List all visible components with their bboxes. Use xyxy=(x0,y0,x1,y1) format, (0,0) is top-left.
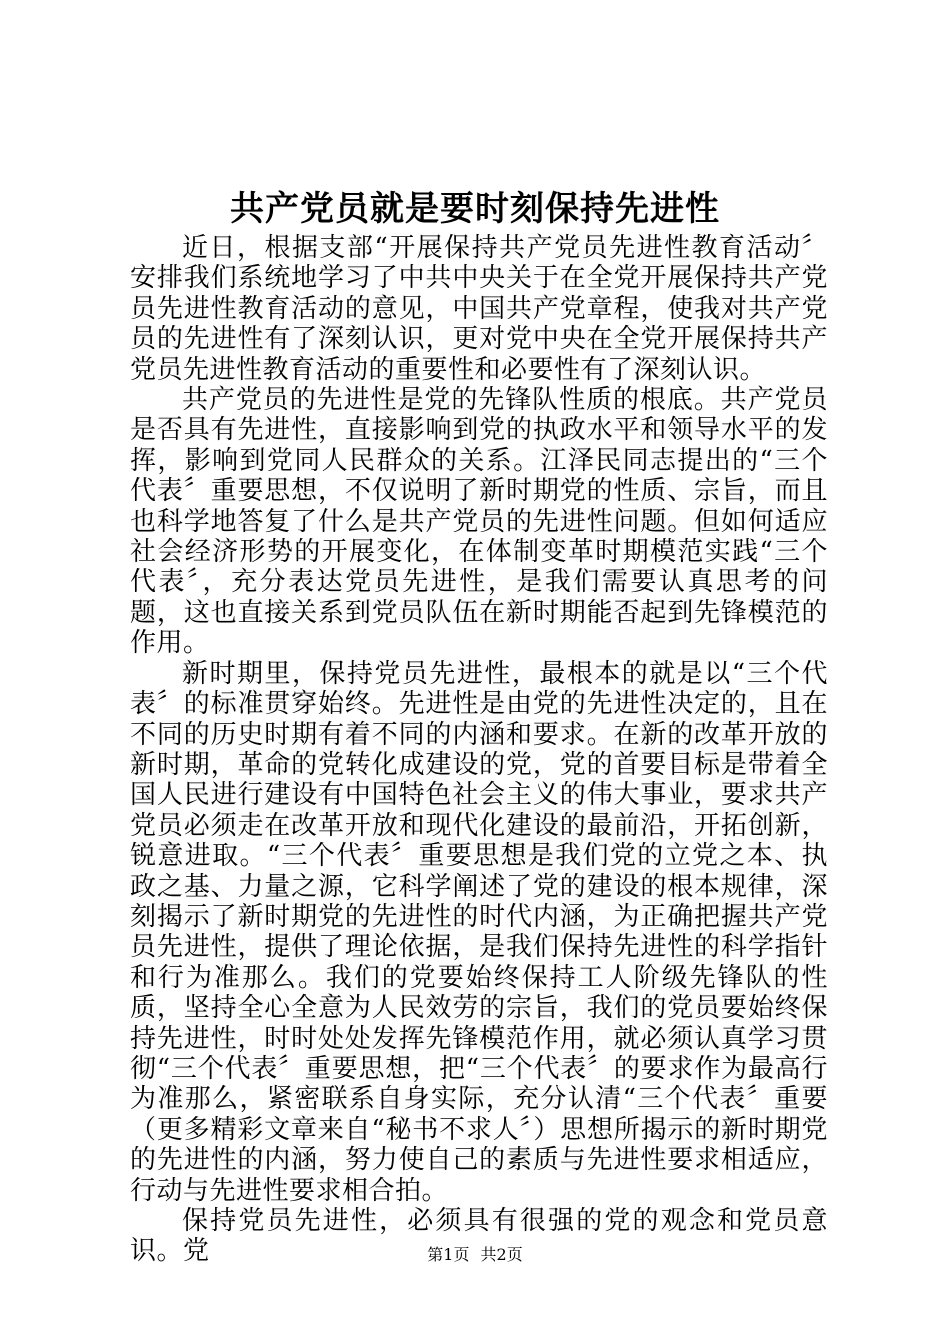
page-number: 第1页 xyxy=(427,1245,470,1264)
page-total: 共2页 xyxy=(480,1245,523,1264)
paragraph: 共产党员的先进性是党的先锋队性质的根底。共产党员是否具有先进性，直接影响到党的执政水平和领导水平的发挥，影响到党同人民群众的关系。江泽民同志提出的“三个代表〞重要思想，不仅说明了新时期党的性质、宗旨，而且也科学地答复了什么是共产党员的先进性问题。但如何适应社会经济形势的开展变化，在体制变革时期模范实践“三个代表〞，充分表达党员先进性，是我们需要认真思考的问题，这也直接关系到党员队伍在新时期能否起到先锋模范的作用。 xyxy=(130,385,828,659)
document-body xyxy=(130,233,828,1267)
paragraph: 保持党员先进性，必须具有很强的党的观念和党员意识。党 xyxy=(130,1206,828,1267)
paragraph: 近日，根据支部“开展保持共产党员先进性教育活动〞安排我们系统地学习了中共中央关于在全党开展保持共产党员先进性教育活动的意见，中国共产党章程，使我对共产党员的先进性有了深刻认识，更对党中央在全党开展保持共产党员先进性教育活动的重要性和必要性有了深刻认识。 xyxy=(130,233,828,385)
paragraph: 新时期里，保持党员先进性，最根本的就是以“三个代表〞的标准贯穿始终。先进性是由党的先进性决定的，且在不同的历史时期有着不同的内涵和要求。在新的改革开放的新时期，革命的党转化成建设的党，党的首要目标是带着全国人民进行建设有中国特色社会主义的伟大事业，要求共产党员必须走在改革开放和现代化建设的最前沿，开拓创新，锐意进取。“三个代表〞重要思想是我们党的立党之本、执政之基、力量之源，它科学阐述了党的建设的根本规律，深刻揭示了新时期党的先进性的时代内涵，为正确把握共产党员先进性，提供了理论依据，是我们保持先进性的科学指针和行为准那么。我们的党要始终保持工人阶级先锋队的性质，坚持全心全意为人民效劳的宗旨，我们的党员要始终保持先进性，时时处处发挥先锋模范作用，就必须认真学习贯彻“三个代表〞重要思想，把“三个代表〞的要求作为最高行为准那么，紧密联系自身实际，充分认清“三个代表〞重要（更多精彩文章来自“秘书不求人〞）思想所揭示的新时期党的先进性的内涵，努力使自己的素质与先进性要求相适应，行动与先进性要求相合拍。 xyxy=(130,658,828,1206)
document-title: 共产党员就是要时刻保持先进性 xyxy=(230,189,720,229)
page-footer xyxy=(0,1244,950,1266)
